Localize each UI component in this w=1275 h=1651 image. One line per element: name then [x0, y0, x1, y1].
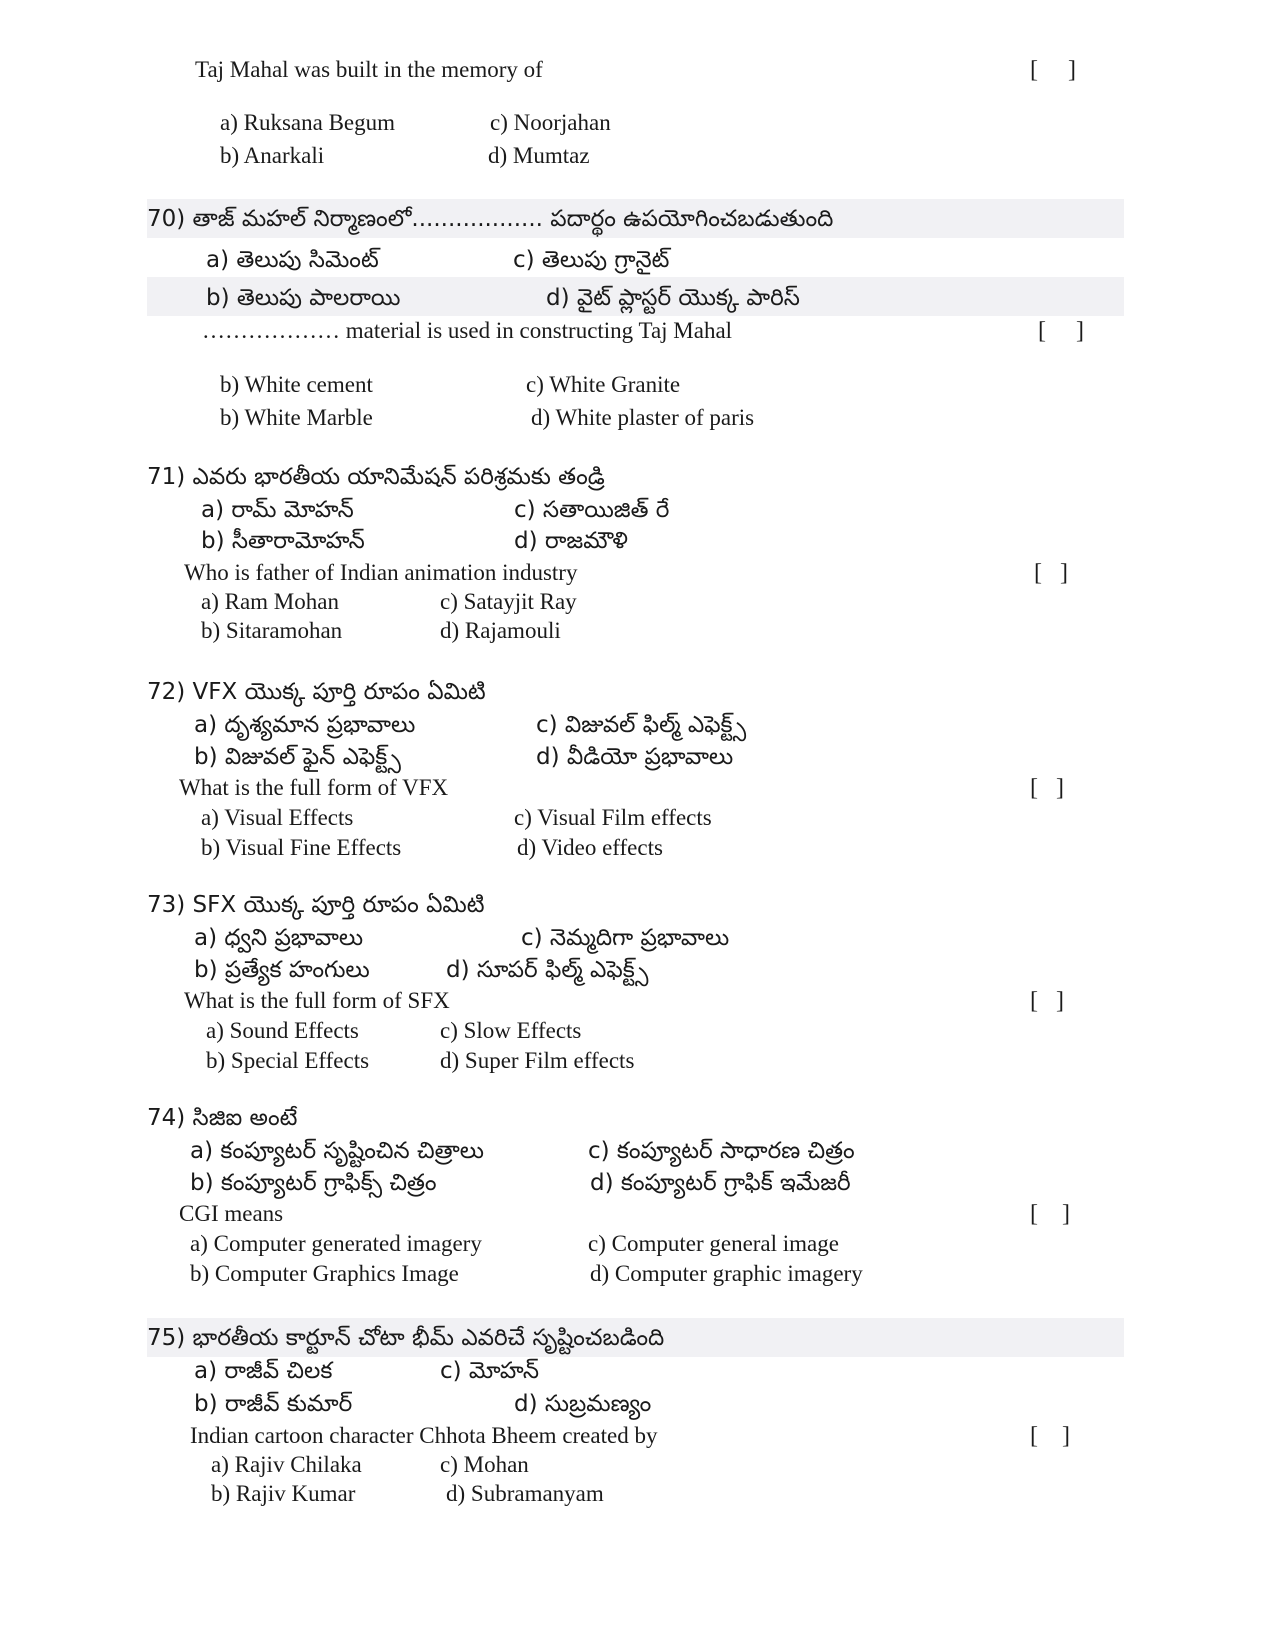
answer-bracket: [ ]	[1030, 57, 1076, 83]
option-d-telugu: d) కంప్యూటర్ గ్రాఫిక్ ఇమేజరీ	[590, 1170, 851, 1196]
option-b: b) Anarkali	[220, 143, 325, 168]
option-c: c) White Granite	[526, 372, 681, 397]
answer-bracket: [ ]	[1034, 560, 1068, 586]
option-d-telugu: d) సుబ్రమణ్యం	[514, 1391, 652, 1417]
option-c: c) Visual Film effects	[514, 805, 712, 830]
option-b: b) Visual Fine Effects	[201, 835, 402, 860]
question-text: What is the full form of VFX	[179, 775, 449, 800]
option-b: b) Rajiv Kumar	[211, 1481, 356, 1506]
option-c: c) Slow Effects	[440, 1018, 582, 1043]
option-c-telugu: c) విజువల్ ఫిల్మ్ ఎఫెక్ట్స్	[536, 712, 747, 738]
question-text-telugu: 72) VFX యొక్క పూర్తి రూపం ఏమిటి	[147, 679, 486, 705]
question-text: Taj Mahal was built in the memory of	[195, 57, 543, 82]
option-c: c) Mohan	[440, 1452, 529, 1477]
option-a: a) Ruksana Begum	[220, 110, 396, 135]
option-d-telugu: d) వీడియో ప్రభావాలు	[536, 744, 734, 770]
option-c-telugu: c) మోహన్	[440, 1358, 540, 1384]
option-c-telugu: c) తెలుపు గ్రానైట్	[513, 247, 670, 273]
option-a-telugu: a) కంప్యూటర్ సృష్టించిన చిత్రాలు	[190, 1138, 484, 1164]
question-text: CGI means	[179, 1201, 284, 1226]
option-d-telugu: d) రాజమౌళి	[514, 528, 628, 554]
option-d: d) Video effects	[517, 835, 663, 860]
question-text-telugu: 73) SFX యొక్క పూర్తి రూపం ఏమిటి	[147, 892, 485, 918]
option-d: d) Subramanyam	[446, 1481, 604, 1506]
answer-bracket: [ ]	[1030, 1201, 1070, 1227]
option-a-telugu: a) తెలుపు సిమెంట్	[206, 247, 379, 273]
answer-bracket: [ ]	[1030, 775, 1064, 801]
question-text: ……………… material is used in constructing Taj Mahal	[202, 318, 733, 343]
option-a: a) Rajiv Chilaka	[211, 1452, 362, 1477]
answer-bracket: [ ]	[1038, 318, 1084, 344]
question-text-telugu: 71) ఎవరు భారతీయ యానిమేషన్ పరిశ్రమకు తండ్రి	[147, 464, 605, 490]
question-text: Indian cartoon character Chhota Bheem created by	[190, 1423, 658, 1448]
option-b-telugu: b) కంప్యూటర్ గ్రాఫిక్స్ చిత్రం	[190, 1170, 437, 1196]
option-b: b) Computer Graphics Image	[190, 1261, 459, 1286]
answer-bracket: [ ]	[1030, 988, 1064, 1014]
option-a: b) White cement	[220, 372, 373, 397]
option-a: a) Ram Mohan	[201, 589, 339, 614]
option-b-telugu: b) సీతారామోహన్	[201, 528, 365, 554]
question-text-telugu: 75) భారతీయ కార్టూన్ చోటా భీమ్ ఎవరిచే సృష్టించబడింది	[147, 1325, 665, 1351]
question-text-telugu: 70) తాజ్ మహల్ నిర్మాణంలో.................. పదార్థం ఉపయోగించబడుతుంది	[147, 206, 834, 232]
option-a-telugu: a) రాజీవ్ చిలక	[194, 1358, 333, 1384]
option-d: d) Mumtaz	[488, 143, 590, 168]
question-text-telugu: 74) సిజిఐ అంటే	[147, 1105, 298, 1131]
option-b-telugu: b) విజువల్ ఫైన్ ఎఫెక్ట్స్	[194, 744, 401, 770]
option-d-telugu: d) వైట్ ప్లాస్టర్ యొక్క పారిస్	[546, 285, 800, 311]
option-c-telugu: c) సతాయిజిత్ రే	[514, 497, 670, 523]
option-c: c) Computer general image	[588, 1231, 839, 1256]
question-text: Who is father of Indian animation industry	[184, 560, 578, 585]
option-c: c) Satayjit Ray	[440, 589, 577, 614]
option-b: b) Sitaramohan	[201, 618, 343, 643]
option-a-telugu: a) రామ్ మోహన్	[201, 497, 354, 523]
option-d: d) Rajamouli	[440, 618, 561, 643]
option-c-telugu: c) కంప్యూటర్ సాధారణ చిత్రం	[588, 1138, 855, 1164]
option-d: d) White plaster of paris	[531, 405, 755, 430]
option-d-telugu: d) సూపర్ ఫిల్మ్ ఎఫెక్ట్స్	[446, 957, 649, 983]
option-c-telugu: c) నెమ్మదిగా ప్రభావాలు	[521, 925, 730, 951]
option-b-telugu: b) ప్రత్యేక హంగులు	[194, 957, 370, 983]
option-a: a) Sound Effects	[206, 1018, 359, 1043]
option-b: b) White Marble	[220, 405, 373, 430]
answer-bracket: [ ]	[1030, 1423, 1070, 1449]
option-b: b) Special Effects	[206, 1048, 370, 1073]
option-a: a) Visual Effects	[201, 805, 354, 830]
option-a-telugu: a) ధ్వని ప్రభావాలు	[194, 925, 364, 951]
option-b-telugu: b) రాజీవ్ కుమార్	[194, 1391, 353, 1417]
option-d: d) Computer graphic imagery	[590, 1261, 863, 1286]
option-a-telugu: a) దృశ్యమాన ప్రభావాలు	[194, 712, 416, 738]
option-d: d) Super Film effects	[440, 1048, 635, 1073]
option-b-telugu: b) తెలుపు పాలరాయి	[206, 285, 401, 311]
question-text: What is the full form of SFX	[184, 988, 450, 1013]
option-c: c) Noorjahan	[490, 110, 611, 135]
option-a: a) Computer generated imagery	[190, 1231, 482, 1256]
